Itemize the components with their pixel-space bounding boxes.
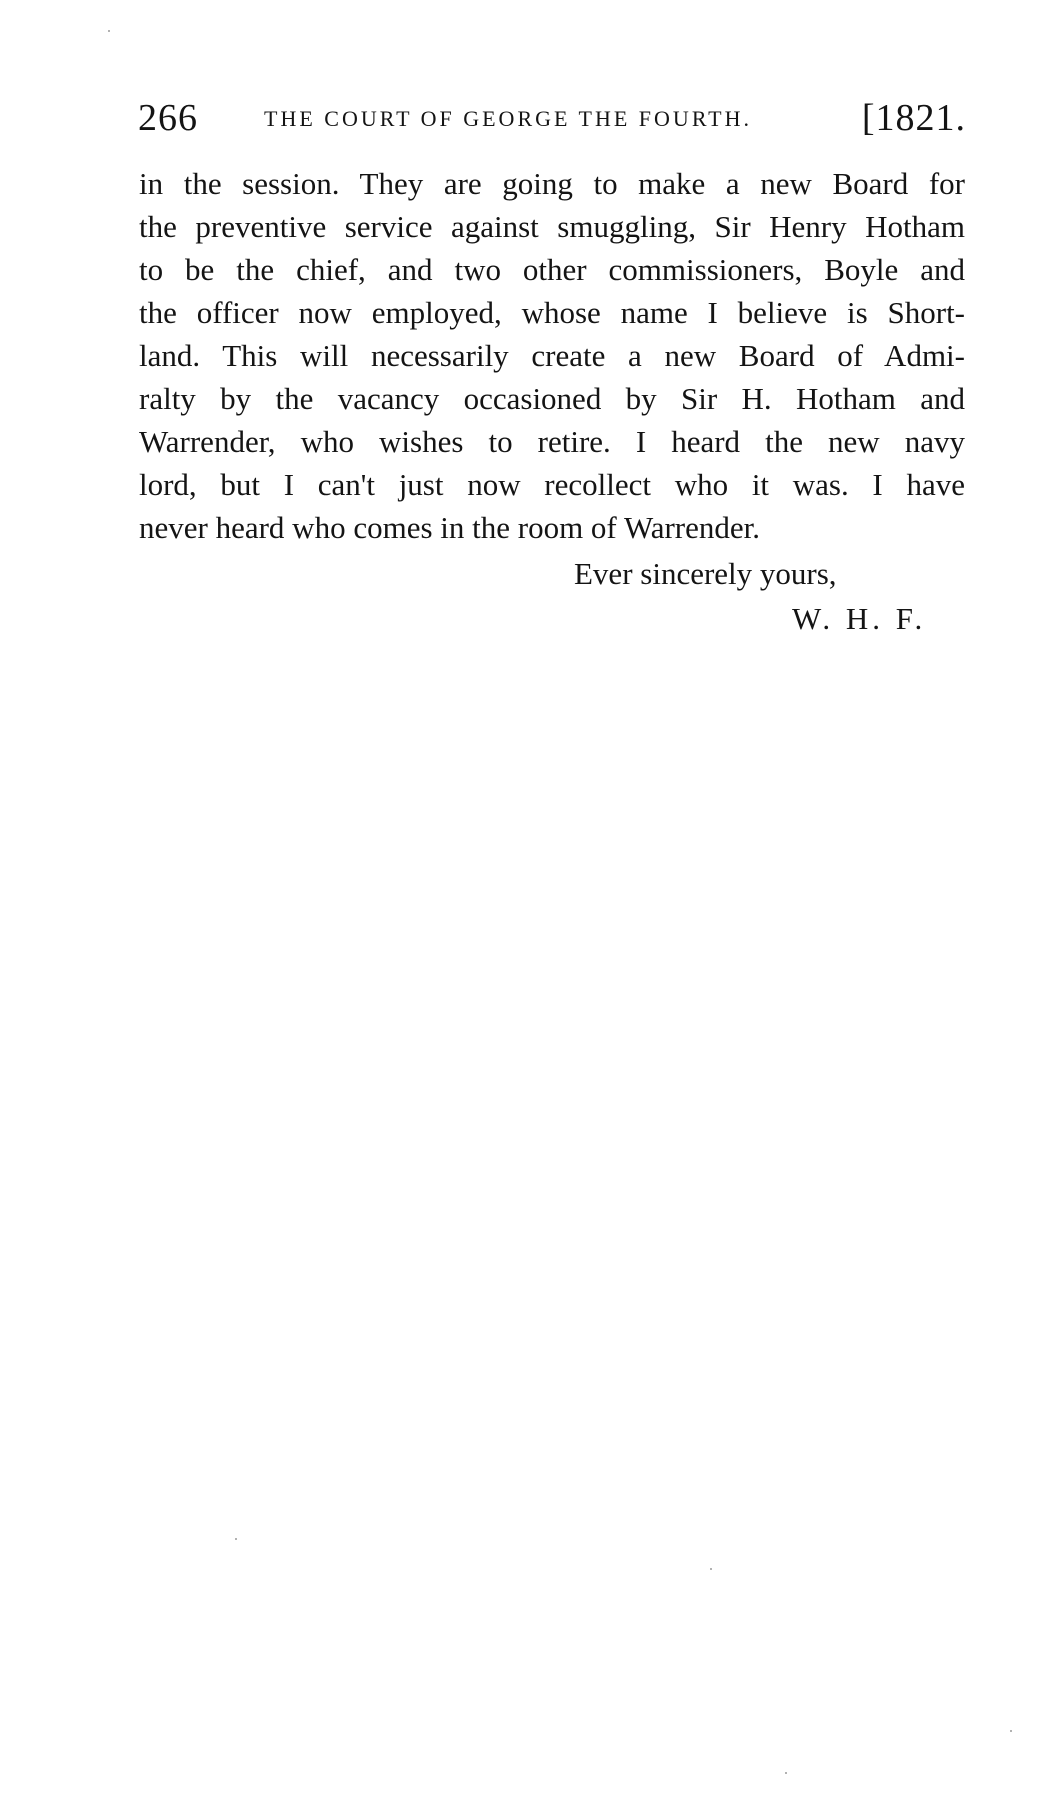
running-year: [1821.: [861, 97, 966, 139]
text-line: land. This will necessarily create a new Board of Admi-: [139, 338, 965, 373]
text-line: Warrender, who wishes to retire. I heard the new navy: [139, 424, 965, 459]
running-title: THE COURT OF GEORGE THE FOURTH.: [264, 106, 753, 131]
text-line: never heard who comes in the room of Warrender.: [139, 510, 761, 545]
scan-speck: [785, 1772, 787, 1774]
letter-body: [139, 162, 965, 549]
page-number: 266: [138, 97, 198, 139]
text-line: ralty by the vacancy occasioned by Sir H. Hotham and: [139, 381, 965, 416]
scan-speck: [235, 1538, 237, 1540]
text-line: in the session. They are going to make a new Board for: [139, 166, 965, 201]
scan-speck: [108, 30, 110, 32]
running-head: [138, 92, 966, 140]
scan-speck: [710, 1568, 712, 1570]
text-line: to be the chief, and two other commissioners, Boyle and: [139, 252, 965, 287]
closing-salutation: Ever sincerely yours,: [574, 556, 837, 591]
text-line: the preventive service against smuggling, Sir Henry Hotham: [139, 209, 965, 244]
scan-speck: [1010, 1730, 1012, 1732]
signature: W. H. F.: [792, 601, 927, 636]
text-line: the officer now employed, whose name I believe is Short-: [139, 295, 965, 330]
text-line: lord, but I can't just now recollect who it was. I have: [139, 467, 965, 502]
